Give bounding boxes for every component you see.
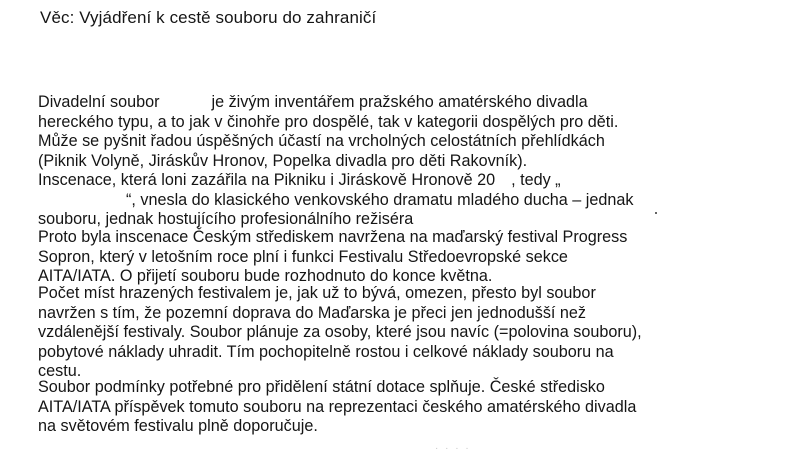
paragraph-ensemble-intro [38,93,618,171]
paragraph-line: hereckého typu, a to jak v činohře pro dospělé, tak v kategorii dospělých pro děti. [38,112,619,131]
paragraph-line: (Piknik Volyně, Jiráskův Hronov, Popelka divadla pro děti Rakovník). [38,151,528,170]
paragraph-line [38,93,618,113]
text-fragment: , tedy „ [511,171,561,189]
paragraph-line: Sopron, který v letošním roce plní i funkci Festivalu Středoevropské sekce [38,247,568,266]
paragraph-line [38,171,634,191]
paragraph-line: Soubor podmínky potřebné pro přidělení státní dotace splňuje. České středisko [38,378,605,396]
paragraph-line [38,191,634,211]
paragraph-line: souboru, jednak hostujícího profesionálního režiséra [38,210,414,228]
paragraph-line: AITA/IATA příspěvek tomuto souboru na reprezentaci českého amatérského divadla [38,397,637,416]
paragraph-line: AITA/IATA. O přijetí souboru bude rozhodnuto do konce května. [38,267,493,285]
paragraph-recommendation [38,378,636,437]
paragraph-line: cestu. [38,362,82,380]
text-fragment: je živým inventářem pražského amatérského divadla [211,93,588,111]
faint-footer-marks: · · · · [435,443,471,454]
paragraph-line: Počet míst hrazených festivalem je, jak už to bývá, omezen, přesto byl soubor [38,284,596,302]
paragraph-line: navržen s tím, že pozemní doprava do Maďarska je přeci jen jednodušší než [38,303,587,322]
text-fragment: Inscenace, která loni zazářila na Pikniku i Jiráskově Hronově 20 [38,171,496,189]
paragraph-line: na světovém festivalu plně doporučuje. [38,417,318,435]
paragraph-line: pobytové náklady uhradit. Tím pochopitelně rostou i celkové náklady souboru na [38,342,614,361]
stray-dot [655,212,657,214]
paragraph-line: Může se pyšnit řadou úspěšných účastí na vrcholných celostátních přehlídkách [38,132,605,150]
paragraph-line: Proto byla inscenace Českým střediskem navržena na maďarský festival Progress [38,228,628,246]
text-fragment: “, vnesla do klasického venkovského dramatu mladého ducha – jednak [126,190,634,209]
subject-line: Věc: Vyjádření k cestě souboru do zahraničí [40,8,377,27]
paragraph-costs [38,284,642,382]
paragraph-production [38,171,634,230]
paragraph-festival-nomination [38,228,627,287]
text-fragment: Divadelní soubor [38,93,160,111]
paragraph-line: vzdálenější festivaly. Soubor plánuje za osoby, které jsou navíc (=polovina souboru), [38,323,642,341]
